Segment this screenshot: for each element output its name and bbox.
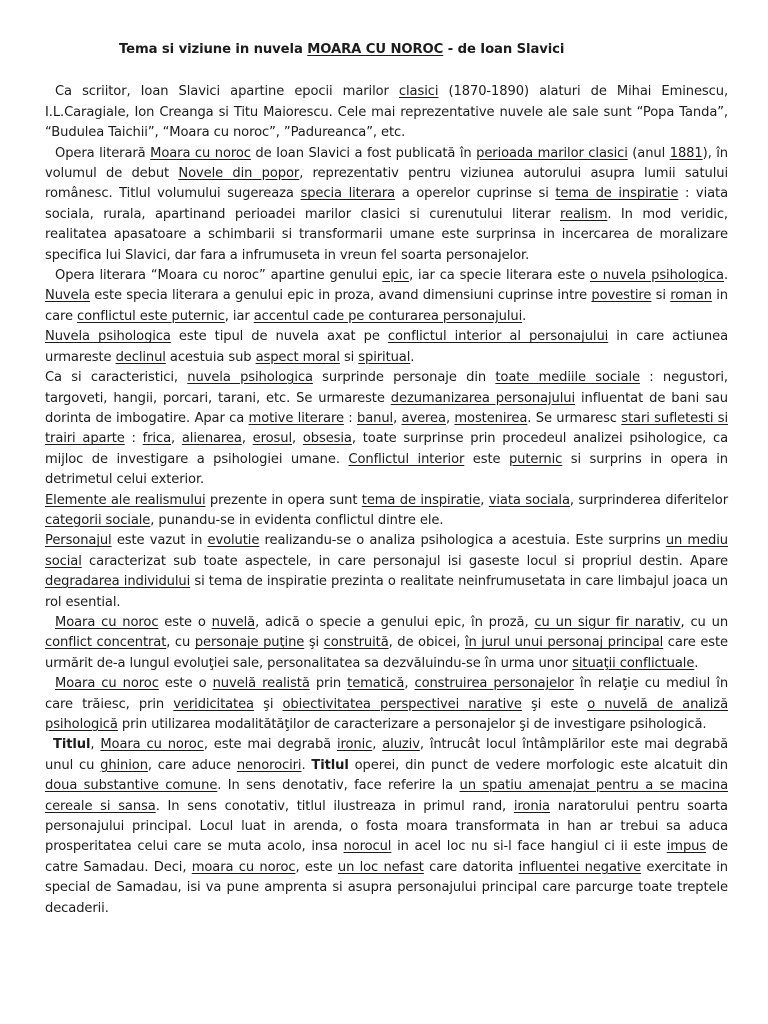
- underlined-term: motive literare: [248, 410, 344, 426]
- text-run: caracterizat sub toate aspectele, in care personajul isi gaseste locul si propriul destin. Apare: [81, 553, 728, 569]
- text-run: care este urmărit de-a lungul evoluţiei sale, personalitatea sa dezvăluindu-se în urma unor: [45, 635, 729, 671]
- text-run: in care actiunea urmareste: [45, 329, 728, 365]
- text-run: a operelor cuprinse si: [395, 186, 556, 202]
- underlined-term: averea: [401, 410, 446, 426]
- document-body: [45, 82, 728, 919]
- text-run: exercitate in special de Samadau, isi va pune amprenta si asupra personajului principal care parcurge toate treptele decaderii.: [45, 859, 729, 916]
- text-run: , adică o specie a genului epic, în proză,: [255, 614, 535, 630]
- paragraph: [45, 82, 728, 143]
- underlined-term: Elemente ale realismului: [45, 492, 206, 508]
- paragraph: [45, 368, 728, 490]
- underlined-term: banul: [357, 410, 394, 426]
- underlined-term: doua substantive comune: [45, 778, 218, 794]
- underlined-term: 1881: [669, 145, 703, 161]
- text-run: si tema de inspiratie prezinta o realitate neinfrumusetata in care limbajul joaca un rol esential.: [45, 574, 728, 610]
- underlined-term: erosul: [252, 431, 292, 447]
- text-run: este vazut in: [111, 533, 208, 549]
- text-run: :: [343, 410, 357, 426]
- underlined-term: un spatiu amenajat pentru a se macina cereale si sansa: [45, 778, 729, 814]
- text-run: , este: [295, 859, 338, 875]
- text-run: (anul: [627, 145, 670, 161]
- underlined-term: ghinion: [100, 757, 148, 773]
- paragraph: [45, 327, 728, 368]
- bold-term: Titlul: [53, 737, 91, 753]
- text-run: este o: [158, 614, 212, 630]
- paragraph: [45, 613, 728, 674]
- text-run: surprinde personaje din: [312, 370, 496, 386]
- underlined-term: Nuvela: [45, 288, 90, 304]
- paragraph: [45, 144, 728, 266]
- underlined-term: MOARA CU NOROC: [307, 42, 444, 57]
- text-run: - de Ioan Slavici: [443, 42, 565, 57]
- text-run: ,: [393, 410, 402, 426]
- text-run: in care: [45, 288, 728, 324]
- underlined-term: tematică: [347, 676, 405, 692]
- underlined-term: o nuvela psihologica: [589, 268, 724, 284]
- text-run: , surprinderea diferitelor: [569, 492, 728, 508]
- underlined-term: aluziv: [382, 737, 420, 753]
- underlined-term: specia literara: [300, 186, 396, 202]
- text-run: . In mod veridic, realitatea apasatoare a schimbarii si transformarii umane este surprinsa in incercarea de moralizare specifica lui Slavici, dar fara a infrumuseta in vreun fel soarta personajelor.: [45, 206, 728, 263]
- text-run: de catre Samadau. Deci,: [45, 839, 728, 875]
- text-run: operei, din punct de vedere morfologic este alcatuit din: [348, 757, 728, 773]
- underlined-term: viata sociala: [488, 492, 570, 508]
- underlined-term: un mediu social: [45, 533, 728, 569]
- text-run: . In sens denotativ, face referire la: [217, 778, 460, 794]
- paragraph: [45, 491, 728, 532]
- underlined-term: un loc nefast: [337, 859, 424, 875]
- underlined-term: alienarea: [181, 431, 242, 447]
- text-run: în relaţie cu mediul în care trăiesc, prin: [45, 676, 729, 712]
- underlined-term: Moara cu noroc: [150, 145, 251, 161]
- underlined-term: declinul: [115, 349, 166, 365]
- text-run: , este mai degrabă: [203, 737, 337, 753]
- text-run: prezente in opera sunt: [205, 492, 362, 508]
- text-run: Tema si viziune in nuvela: [119, 42, 308, 57]
- text-run: , reprezentativ pentru viziunea autorului asupra lumii satului românesc. Titlul volumului sugereaza: [45, 166, 728, 202]
- text-run: ,: [90, 737, 101, 753]
- text-run: , iar ca specie literara este: [409, 268, 590, 284]
- text-run: prin: [309, 676, 348, 692]
- underlined-term: dezumanizarea personajului: [390, 390, 576, 406]
- text-run: .: [410, 349, 415, 365]
- text-run: (1870-1890) alaturi de Mihai Eminescu, I.L.Caragiale, Ion Creanga si Titu Maiorescu. Cele mai reprezentative nuvele ale sale sunt “Popa Tanda”, “Budulea Taichii”, “Moara cu noroc”, ”Padureanca”, etc.: [45, 84, 729, 141]
- text-run: prin utilizarea modalitătăţilor de caracterizare a personajelor şi de investigare psihologică.: [117, 717, 707, 732]
- text-run: , cu: [166, 635, 195, 651]
- text-run: este specia literara a genului epic in proza, avand dimensiuni cuprinse intre: [89, 288, 592, 304]
- text-run: şi: [304, 635, 324, 651]
- paragraph: [45, 674, 728, 735]
- underlined-term: frica: [142, 431, 171, 447]
- underlined-term: Novele din popor: [178, 166, 300, 182]
- text-run: ,: [241, 431, 253, 447]
- text-run: .: [522, 308, 527, 324]
- underlined-term: conflict concentrat: [45, 635, 167, 651]
- underlined-term: toate mediile sociale: [495, 370, 640, 386]
- text-run: este tipul de nuvela axat pe: [170, 329, 388, 345]
- text-run: de Ioan Slavici a fost publicată în: [250, 145, 477, 161]
- underlined-term: tema de inspiratie: [555, 186, 679, 202]
- text-run: acestuia sub: [165, 349, 256, 365]
- underlined-term: accentul cade pe conturarea personajului: [253, 308, 523, 324]
- underlined-term: construirea personajelor: [414, 676, 574, 692]
- text-run: . In sens conotativ, titlul ilustreaza in primul rand,: [155, 798, 514, 814]
- underlined-term: mostenirea: [454, 410, 528, 426]
- underlined-term: construită: [323, 635, 389, 651]
- underlined-term: degradarea individului: [45, 574, 191, 590]
- underlined-term: impus: [666, 839, 707, 855]
- bold-term: Titlul: [311, 757, 349, 773]
- underlined-term: nuvelă: [211, 614, 256, 630]
- underlined-term: evolutie: [207, 533, 260, 549]
- text-run: este o: [158, 676, 213, 692]
- text-run: şi este: [521, 696, 588, 712]
- text-run: , punandu-se in evidenta conflictul dintre ele.: [150, 512, 444, 528]
- underlined-term: ironia: [513, 798, 550, 814]
- document-title: [119, 40, 728, 60]
- underlined-term: realism: [560, 206, 608, 222]
- paragraph: [45, 531, 728, 613]
- text-run: .: [301, 757, 312, 773]
- text-run: Ca si caracteristici,: [45, 370, 188, 386]
- underlined-term: Conflictul interior: [348, 451, 465, 467]
- text-run: Opera literară: [55, 145, 151, 161]
- underlined-term: ironic: [336, 737, 373, 753]
- text-run: : viata sociala, rurala, apartinand perioadei marilor clasici si curenutului literar: [45, 186, 728, 222]
- underlined-term: norocul: [343, 839, 392, 855]
- underlined-term: Nuvela psihologica: [45, 329, 171, 345]
- text-run: ,: [171, 431, 182, 447]
- text-run: , de obicei,: [388, 635, 465, 651]
- text-run: si: [339, 349, 359, 365]
- paragraph: [45, 735, 728, 919]
- underlined-term: Moara cu noroc: [100, 737, 204, 753]
- underlined-term: obsesia: [302, 431, 352, 447]
- underlined-term: povestire: [591, 288, 652, 304]
- underlined-term: cu un sigur fir narativ: [534, 614, 681, 630]
- text-run: ,: [480, 492, 489, 508]
- text-run: ,: [372, 737, 383, 753]
- text-run: si: [651, 288, 671, 304]
- underlined-term: influentei negative: [518, 859, 642, 875]
- text-run: Ca scriitor, Ioan Slavici apartine epocii marilor: [55, 84, 399, 100]
- underlined-term: puternic: [508, 451, 563, 467]
- text-run: influentat de bani sau dorinta de imbogatire. Apar ca: [45, 390, 728, 426]
- underlined-term: stari sufletesti si trairi aparte: [45, 410, 729, 447]
- text-run: ,: [404, 676, 415, 692]
- text-run: .: [694, 655, 699, 671]
- underlined-term: obiectivitatea perspectivei narative: [282, 696, 522, 712]
- text-run: Opera literara “Moara cu noroc” apartine genului: [55, 268, 383, 284]
- underlined-term: moara cu noroc: [191, 859, 296, 875]
- text-run: : negustori, targoveti, hangii, porcari, tarani, etc. Se urmareste: [45, 370, 728, 406]
- text-run: este: [464, 451, 509, 467]
- underlined-term: epic: [382, 268, 410, 284]
- underlined-term: nuvela psihologica: [187, 370, 313, 386]
- underlined-term: Moara cu noroc: [55, 676, 159, 692]
- underlined-term: veridicitatea: [173, 696, 254, 712]
- underlined-term: spiritual: [358, 349, 411, 365]
- underlined-term: conflictul este puternic: [77, 308, 225, 324]
- text-run: si surprins in opera in detrimetul celui exterior.: [45, 451, 728, 488]
- text-run: ,: [292, 431, 303, 447]
- underlined-term: nuvelă realistă: [212, 676, 310, 692]
- text-run: , cu un: [680, 614, 729, 630]
- text-run: , care aduce: [147, 757, 237, 773]
- underlined-term: situaţii conflictuale: [572, 655, 695, 671]
- text-run: :: [124, 431, 143, 447]
- underlined-term: în jurul unui personaj principal: [464, 635, 664, 651]
- text-run: şi: [253, 696, 283, 712]
- text-run: ), în volumul de debut: [45, 145, 728, 182]
- text-run: .: [723, 268, 728, 284]
- underlined-term: aspect moral: [255, 349, 340, 365]
- text-run: , întrucât locul întâmplărilor este mai degrabă unul cu: [45, 737, 728, 773]
- underlined-term: categorii sociale: [45, 512, 151, 528]
- text-run: realizandu-se o analiza psihologica a acestuia. Este surprins: [259, 533, 666, 549]
- underlined-term: conflictul interior al personajului: [387, 329, 609, 345]
- text-run: care datorita: [423, 859, 519, 875]
- text-run: naratorului pentru soarta personajului principal. Locul luat in arenda, o fosta moara transformata in han ar trebui sa aduca prosperitatea celui care se muta acolo, insa: [45, 798, 728, 855]
- text-run: , iar: [224, 308, 254, 324]
- underlined-term: nenorociri: [236, 757, 302, 773]
- underlined-term: Personajul: [45, 533, 112, 549]
- text-run: ,: [445, 410, 455, 426]
- text-run: , toate surprinse prin procedeul analizei psihologice, ca mijloc de investigare a psihologiei umane.: [45, 431, 729, 467]
- text-run: in acel loc nu si-l face hangiul ci ii este: [391, 839, 667, 855]
- underlined-term: tema de inspiratie: [361, 492, 481, 508]
- paragraph: [45, 266, 728, 327]
- underlined-term: o nuvelă de analiză psihologică: [45, 696, 728, 732]
- underlined-term: personaje puţine: [194, 635, 305, 651]
- text-run: . Se urmaresc: [527, 410, 622, 426]
- underlined-term: clasici: [398, 84, 439, 100]
- underlined-term: perioada marilor clasici: [476, 145, 628, 161]
- underlined-term: Moara cu noroc: [55, 614, 159, 630]
- underlined-term: roman: [670, 288, 712, 304]
